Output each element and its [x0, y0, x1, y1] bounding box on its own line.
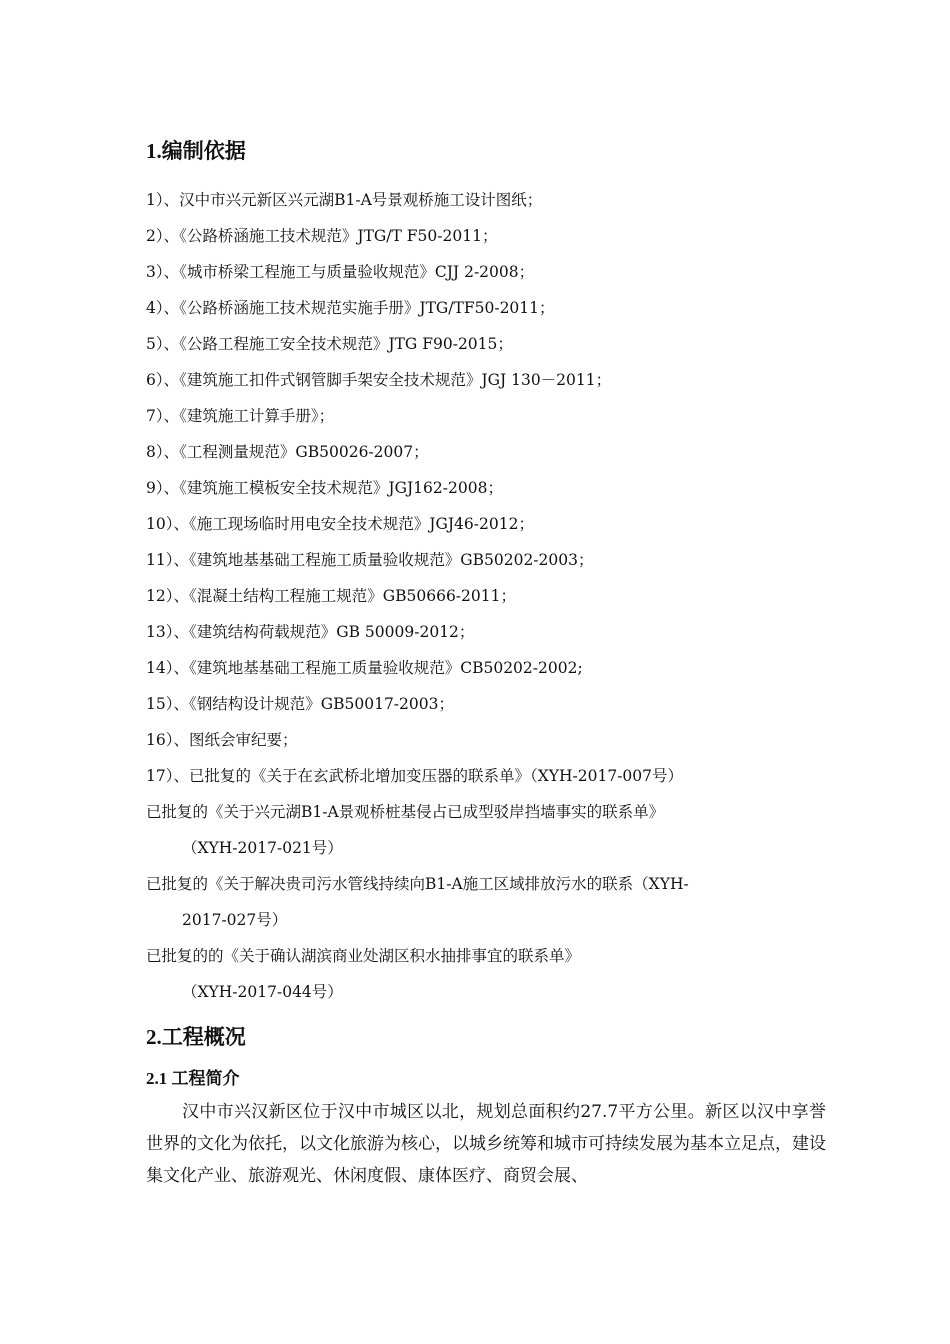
section-heading-basis: 1.编制依据	[146, 139, 246, 163]
reference-list	[146, 182, 826, 1010]
document-page	[146, 138, 826, 1192]
section-heading-overview: 2.工程概况	[146, 1025, 246, 1049]
reference-item: 6）、《建筑施工扣件式钢管脚手架安全技术规范》JGJ 130－2011；	[146, 371, 612, 389]
reference-item: 17）、已批复的《关于在玄武桥北增加变压器的联系单》（XYH-2017-007号）	[146, 767, 684, 785]
reference-item: 2）、《公路桥涵施工技术规范》JTG/T F50-2011；	[146, 227, 498, 245]
reference-item: 10）、《施工现场临时用电安全技术规范》JGJ46-2012；	[146, 515, 534, 533]
reference-item: 15）、《钢结构设计规范》GB50017-2003；	[146, 695, 454, 713]
approved-item	[146, 794, 826, 866]
approved-item	[146, 938, 826, 1010]
reference-item: 12）、《混凝土结构工程施工规范》GB50666-2011；	[146, 587, 516, 605]
approved-item-line: 已批复的《关于兴元湖B1-A景观桥桩基侵占已成型驳岸挡墙事实的联系单》	[146, 803, 665, 821]
approved-item-continuation: （XYH-2017-021号）	[182, 839, 343, 857]
subsection-heading-intro: 2.1 工程简介	[146, 1069, 240, 1088]
reference-item: 16）、图纸会审纪要；	[146, 731, 298, 749]
approved-item	[146, 866, 826, 938]
reference-item: 1）、汉中市兴元新区兴元湖B1-A号景观桥施工设计图纸；	[146, 191, 543, 209]
approved-item-line: 已批复的的《关于确认湖滨商业处湖区积水抽排事宜的联系单》	[146, 947, 581, 965]
approved-item-continuation: 2017-027号）	[182, 911, 288, 929]
reference-item: 9）、《建筑施工模板安全技术规范》JGJ162-2008；	[146, 479, 503, 497]
reference-item: 13）、《建筑结构荷载规范》GB 50009-2012；	[146, 623, 475, 641]
approved-item-line: 已批复的《关于解决贵司污水管线持续向B1-A施工区域排放污水的联系（XYH-	[146, 875, 689, 893]
reference-item: 7）、《建筑施工计算手册》；	[146, 407, 335, 425]
reference-item: 11）、《建筑地基基础工程施工质量验收规范》GB50202-2003；	[146, 551, 594, 569]
reference-item: 8）、《工程测量规范》GB50026-2007；	[146, 443, 429, 461]
reference-item: 3）、《城市桥梁工程施工与质量验收规范》CJJ 2-2008；	[146, 263, 535, 281]
reference-item: 14）、《建筑地基基础工程施工质量验收规范》CB50202-2002;	[146, 659, 583, 677]
reference-item: 4）、《公路桥涵施工技术规范实施手册》JTG/TF50-2011；	[146, 299, 555, 317]
approved-item-continuation: （XYH-2017-044号）	[182, 983, 343, 1001]
reference-item: 5）、《公路工程施工安全技术规范》JTG F90-2015；	[146, 335, 513, 353]
intro-paragraph: 汉中市兴汉新区位于汉中市城区以北，规划总面积约27.7平方公里。新区以汉中享誉世界的文化为依托，以文化旅游为核心，以城乡统筹和城市可持续发展为基本立足点，建设集文化产业、旅游观光、休闲度假、康体医疗、商贸会展、	[146, 1102, 826, 1186]
